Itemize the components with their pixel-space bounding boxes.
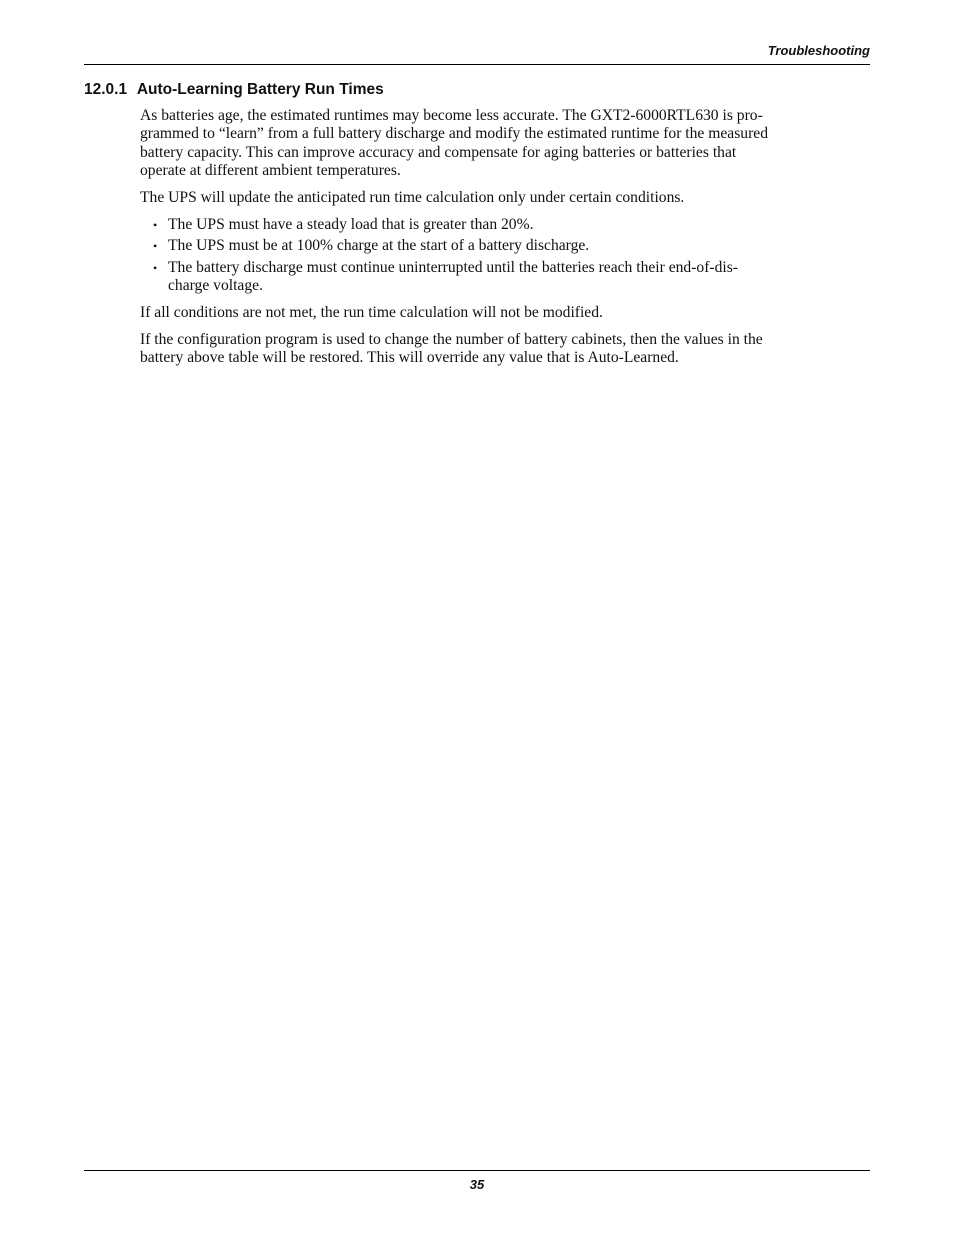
page-number: 35 <box>469 1177 485 1192</box>
list-item <box>140 237 870 255</box>
text-line: The UPS will update the anticipated run time calculation only under certain conditions. <box>140 188 685 206</box>
text-line: The battery discharge must continue uninterrupted until the batteries reach their end-of-dis- <box>168 258 738 276</box>
conditions-intro-paragraph <box>140 189 870 207</box>
section-number: 12.0.1 <box>84 81 128 98</box>
running-header: Troubleshooting <box>767 43 870 58</box>
section-title: Auto-Learning Battery Run Times <box>136 81 384 98</box>
text-line: battery capacity. This can improve accuracy and compensate for aging batteries or batteries that <box>140 143 737 161</box>
text-line: grammed to “learn” from a full battery discharge and modify the estimated runtime for the measured <box>140 125 768 143</box>
text-line: If the configuration program is used to change the number of battery cabinets, then the values in the <box>140 330 763 348</box>
bullet-icon: • <box>153 239 158 254</box>
section-heading <box>84 80 384 100</box>
text-line: battery above table will be restored. This will override any value that is Auto-Learned. <box>140 349 679 367</box>
header-rule <box>84 64 870 65</box>
footer-rule <box>84 1170 870 1171</box>
list-item <box>140 259 870 296</box>
text-line: charge voltage. <box>168 276 263 294</box>
not-met-paragraph <box>140 304 870 322</box>
bullet-icon: • <box>153 260 158 275</box>
text-line: If all conditions are not met, the run time calculation will not be modified. <box>140 303 603 321</box>
config-paragraph <box>140 331 870 368</box>
list-item <box>140 216 870 234</box>
text-line: The UPS must have a steady load that is greater than 20%. <box>168 215 534 233</box>
text-line: As batteries age, the estimated runtimes may become less accurate. The GXT2-6000RTL630 is pro- <box>140 107 763 124</box>
intro-paragraph <box>140 107 870 180</box>
bullet-icon: • <box>153 217 158 232</box>
text-line: operate at different ambient temperatures. <box>140 161 401 179</box>
section-body <box>140 107 870 376</box>
conditions-list <box>140 216 870 296</box>
text-line: The UPS must be at 100% charge at the start of a battery discharge. <box>168 237 590 255</box>
